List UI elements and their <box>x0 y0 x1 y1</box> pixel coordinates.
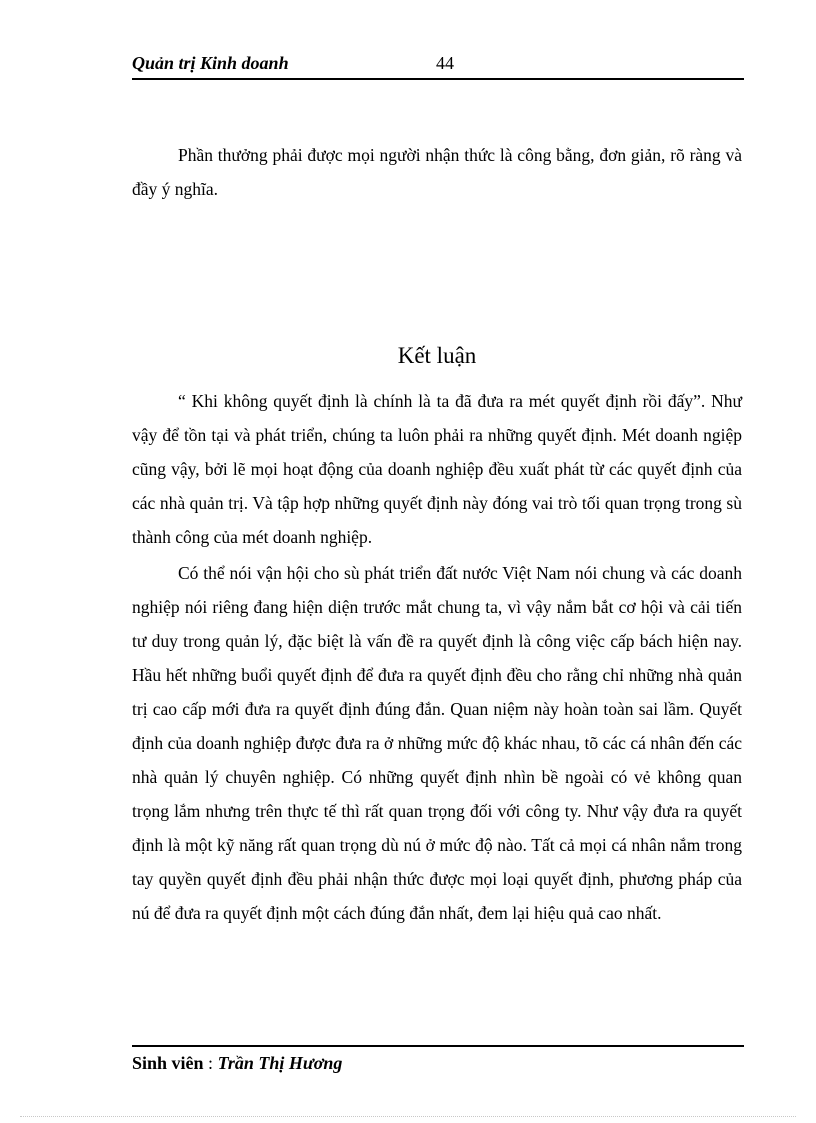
page-number: 44 <box>436 53 454 73</box>
footer-separator: : <box>203 1053 218 1073</box>
page-footer <box>132 1045 744 1074</box>
footer-label: Sinh viên <box>132 1053 204 1073</box>
header-title: Quản trị Kinh doanh <box>132 53 289 73</box>
page-header <box>132 50 744 80</box>
page-bottom-divider <box>20 1116 796 1117</box>
paragraph-conclusion-body: Có thể nói vận hội cho sù phát triển đất nước Việt Nam nói chung và các doanh nghiệp nói riêng đang hiện diện trước mắt chung ta, vì vậy nắm bắt cơ hội và cải tiến tư duy trong quản lý, đặc biệt là vấn đề ra quyết định là công việc cấp bách hiện nay. Hầu hết những buổi quyết định để đưa ra quyết định đều cho rằng chỉ những nhà quản trị cao cấp mới đưa ra quyết định đúng đắn. Quan niệm này hoàn toàn sai lầm. Quyết định của doanh nghiệp được đưa ra ở những mức độ khác nhau, tõ các cá nhân đến các nhà quản lý chuyên nghiệp. Có những quyết định nhìn bề ngoài có vẻ không quan trọng lắm nhưng trên thực tế thì rất quan trọng đối với công ty. Như vậy đưa ra quyết định là một kỹ năng rất quan trọng dù nú ở mức độ nào. Tất cả mọi cá nhân nắm trong tay quyền quyết định đều phải nhận thức được mọi loại quyết định, phương pháp của nú để đưa ra quyết định một cách đúng đắn nhất, đem lại hiệu quả cao nhất. <box>132 563 742 923</box>
section-heading-conclusion: Kết luận <box>397 343 477 368</box>
paragraph-reward: Phần thưởng phải được mọi người nhận thức là công bằng, đơn giản, rõ ràng và đầy ý nghĩa. <box>132 145 742 199</box>
student-name: Trần Thị Hương <box>217 1053 343 1073</box>
paragraph-conclusion-intro: “ Khi không quyết định là chính là ta đã đưa ra mét quyết định rồi đấy”. Như vậy để tồn tại và phát triển, chúng ta luôn phải ra những quyết định. Mét doanh ngiệp cũng vậy, bởi lẽ mọi hoạt động của doanh nghiệp đều xuất phát từ các quyết định của các nhà quản trị. Và tập hợp những quyết định này đóng vai trò tối quan trọng trong sù thành công của mét doanh nghiệp. <box>132 391 742 547</box>
